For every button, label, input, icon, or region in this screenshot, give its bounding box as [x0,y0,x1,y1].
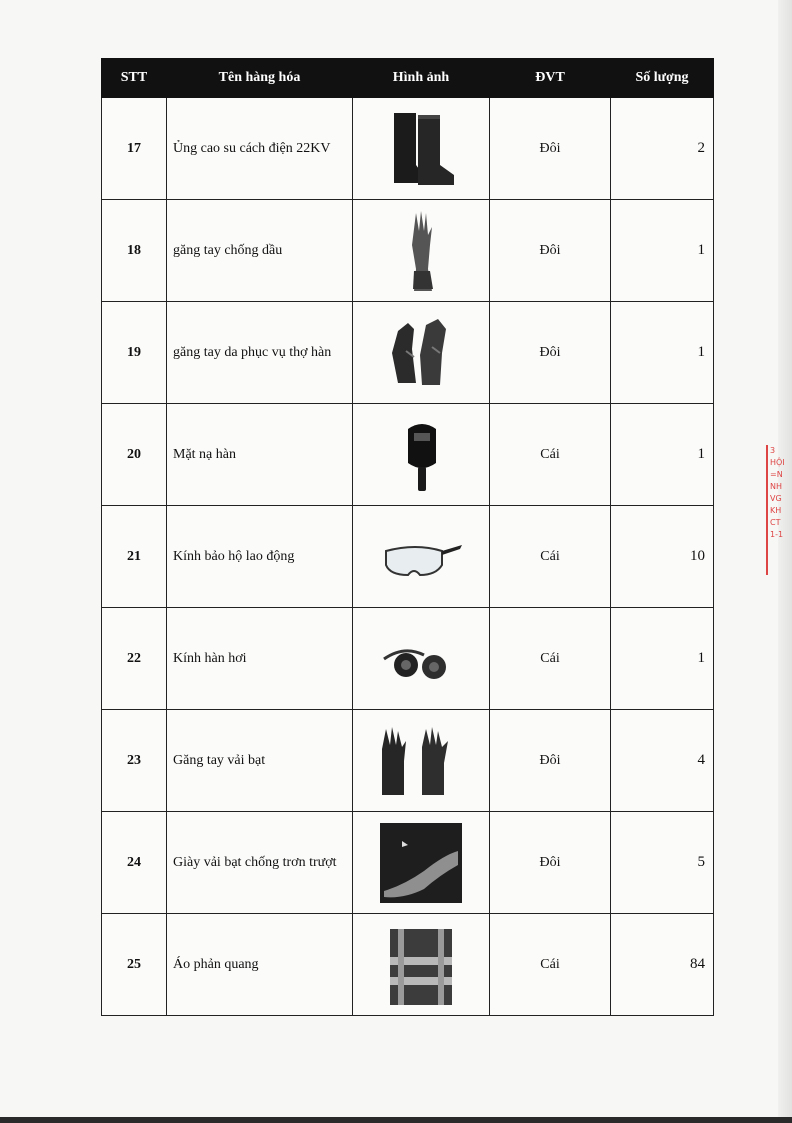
row-qty: 2 [611,98,714,200]
row-qty: 1 [611,404,714,506]
row-qty: 4 [611,710,714,812]
row-qty: 1 [611,200,714,302]
row-stt: 21 [102,506,167,608]
row-unit: Đôi [490,710,611,812]
stamp-text: VG [770,494,782,503]
row-name: Kính bảo hộ lao động [167,506,353,608]
oil-resistant-glove-icon [376,209,466,293]
header-qty: Số lượng [611,59,714,98]
stamp-text: KH [770,506,782,515]
row-stt: 24 [102,812,167,914]
scan-bottom-edge [0,1117,792,1123]
row-name: găng tay da phục vụ thợ hàn [167,302,353,404]
row-stt: 22 [102,608,167,710]
header-name: Tên hàng hóa [167,59,353,98]
row-name: Mặt nạ hàn [167,404,353,506]
row-qty: 1 [611,302,714,404]
row-name: găng tay chống dầu [167,200,353,302]
table-row [102,914,714,1016]
row-unit: Cái [490,404,611,506]
row-unit: Cái [490,506,611,608]
row-stt: 20 [102,404,167,506]
safety-glasses-icon [376,515,466,599]
row-name: Áo phản quang [167,914,353,1016]
table-row [102,812,714,914]
row-stt: 18 [102,200,167,302]
stamp-text: =N [770,470,783,479]
header-unit: ĐVT [490,59,611,98]
row-unit: Cái [490,608,611,710]
row-stt: 23 [102,710,167,812]
table-row [102,200,714,302]
table-row [102,98,714,200]
header-image: Hình ảnh [353,59,490,98]
canvas-gloves-icon [376,719,466,803]
row-unit: Đôi [490,200,611,302]
anti-slip-shoe-icon [376,821,466,905]
row-unit: Đôi [490,98,611,200]
header-stt: STT [102,59,167,98]
reflective-vest-icon [376,923,466,1007]
table-header-row [102,59,714,98]
stamp-text: 1-1 [770,530,784,539]
row-qty: 5 [611,812,714,914]
red-stamp-edge [766,445,792,575]
table-row [102,404,714,506]
stamp-text: CT [770,518,781,527]
row-stt: 19 [102,302,167,404]
welding-gloves-icon [376,311,466,395]
row-stt: 17 [102,98,167,200]
row-name: Găng tay vải bạt [167,710,353,812]
row-name: Ủng cao su cách điện 22KV [167,98,353,200]
stamp-text: NH [770,482,782,491]
row-name: Giày vải bạt chống trơn trượt [167,812,353,914]
goods-table [101,58,714,1016]
table-row [102,608,714,710]
row-unit: Cái [490,914,611,1016]
welding-goggles-icon [376,617,466,701]
rubber-boots-icon [376,107,466,191]
row-qty: 84 [611,914,714,1016]
row-stt: 25 [102,914,167,1016]
row-unit: Đôi [490,302,611,404]
row-name: Kính hàn hơi [167,608,353,710]
row-qty: 1 [611,608,714,710]
table-row [102,302,714,404]
table-row [102,710,714,812]
stamp-text: HỘI [770,458,785,467]
row-unit: Đôi [490,812,611,914]
stamp-text: 3 [770,446,776,455]
welding-mask-icon [376,413,466,497]
table-row [102,506,714,608]
row-qty: 10 [611,506,714,608]
